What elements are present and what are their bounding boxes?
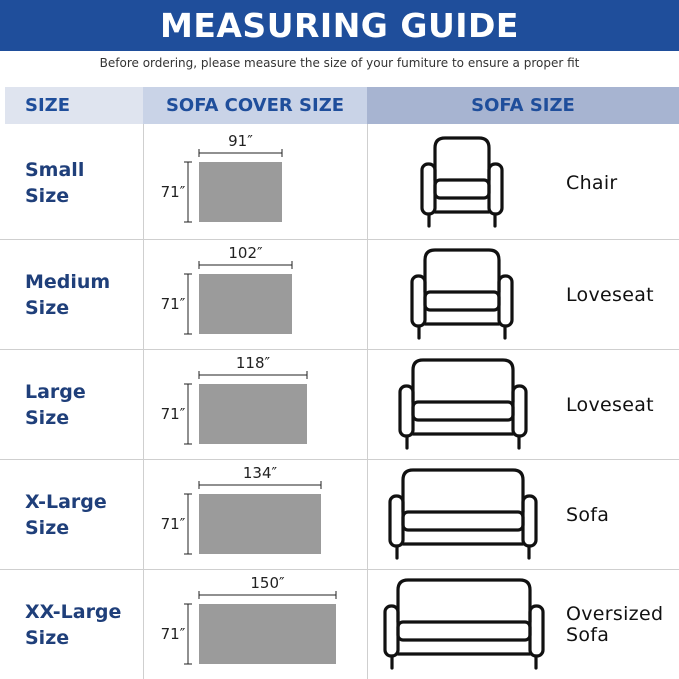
- page-title: MEASURING GUIDE: [0, 0, 679, 51]
- page-subtitle: Before ordering, please measure the size of your fumiture to ensure a proper fit: [99, 56, 580, 70]
- size-row: [0, 570, 679, 679]
- size-row: [0, 460, 679, 570]
- size-label-line2: Size: [25, 627, 70, 649]
- cover-dimension-diagram: [143, 350, 367, 460]
- size-label-line2: Size: [25, 185, 70, 207]
- sofa-type-label: [566, 350, 679, 460]
- size-label-line1: XX-Large: [25, 601, 122, 623]
- loveseat-icon: [398, 350, 528, 460]
- size-label: [25, 240, 143, 350]
- sofa-type-line1: Chair: [566, 171, 618, 194]
- sofa-type-label: [566, 128, 679, 238]
- sofa-type-line1: Oversized: [566, 603, 664, 625]
- sofa-type-line1: Loveseat: [566, 283, 654, 306]
- size-label-line1: X-Large: [25, 491, 107, 513]
- sofa-type-label: [566, 240, 679, 350]
- row-divider: [0, 349, 679, 350]
- height-label: 71″: [160, 295, 186, 313]
- row-divider: [0, 239, 679, 240]
- table-header: [0, 87, 679, 124]
- row-divider: [0, 459, 679, 460]
- cover-size-box: [199, 604, 336, 664]
- oversized-sofa-icon: [383, 570, 545, 679]
- size-label: [25, 460, 143, 570]
- size-label: [25, 570, 143, 679]
- cover-size-box: [199, 384, 307, 444]
- sofa-type-label: [566, 460, 679, 570]
- size-label: [25, 350, 143, 460]
- width-label: 91″: [228, 132, 253, 150]
- armchair-icon: [420, 128, 504, 238]
- size-row: [0, 240, 679, 350]
- sofa-type-label: [566, 570, 679, 679]
- size-label-line1: Medium: [25, 271, 111, 293]
- cover-size-box: [199, 274, 292, 334]
- cover-dimension-diagram: [143, 128, 367, 238]
- cover-dimension-diagram: [143, 460, 367, 570]
- size-label-line2: Size: [25, 517, 70, 539]
- height-label: 71″: [160, 515, 186, 533]
- width-label: 150″: [250, 574, 285, 592]
- header-cover-size: SOFA COVER SIZE: [143, 87, 367, 124]
- cover-size-box: [199, 494, 321, 554]
- sofa-type-line2: Sofa: [566, 624, 610, 646]
- width-label: 102″: [228, 244, 263, 262]
- cover-dimension-diagram: [143, 240, 367, 350]
- cover-size-box: [199, 162, 282, 222]
- size-label-line1: Small: [25, 159, 85, 181]
- header-sofa-size: SOFA SIZE: [367, 87, 679, 124]
- width-label: 118″: [235, 354, 271, 372]
- height-label: 71″: [160, 183, 186, 201]
- sofa-icon: [388, 460, 538, 570]
- cover-dimension-diagram: [143, 570, 367, 679]
- height-label: 71″: [160, 405, 186, 423]
- sofa-type-line1: Loveseat: [566, 393, 654, 416]
- sofa-type-line1: Sofa: [566, 503, 610, 526]
- size-label-line2: Size: [25, 297, 70, 319]
- header-size: SIZE: [5, 87, 143, 124]
- height-label: 71″: [160, 625, 186, 643]
- size-label-line2: Size: [25, 407, 70, 429]
- small-loveseat-icon: [410, 240, 514, 350]
- size-row: [0, 128, 679, 238]
- size-row: [0, 350, 679, 460]
- size-label-line1: Large: [25, 381, 86, 403]
- row-divider: [0, 569, 679, 570]
- width-label: 134″: [242, 464, 278, 482]
- size-label: [25, 128, 143, 238]
